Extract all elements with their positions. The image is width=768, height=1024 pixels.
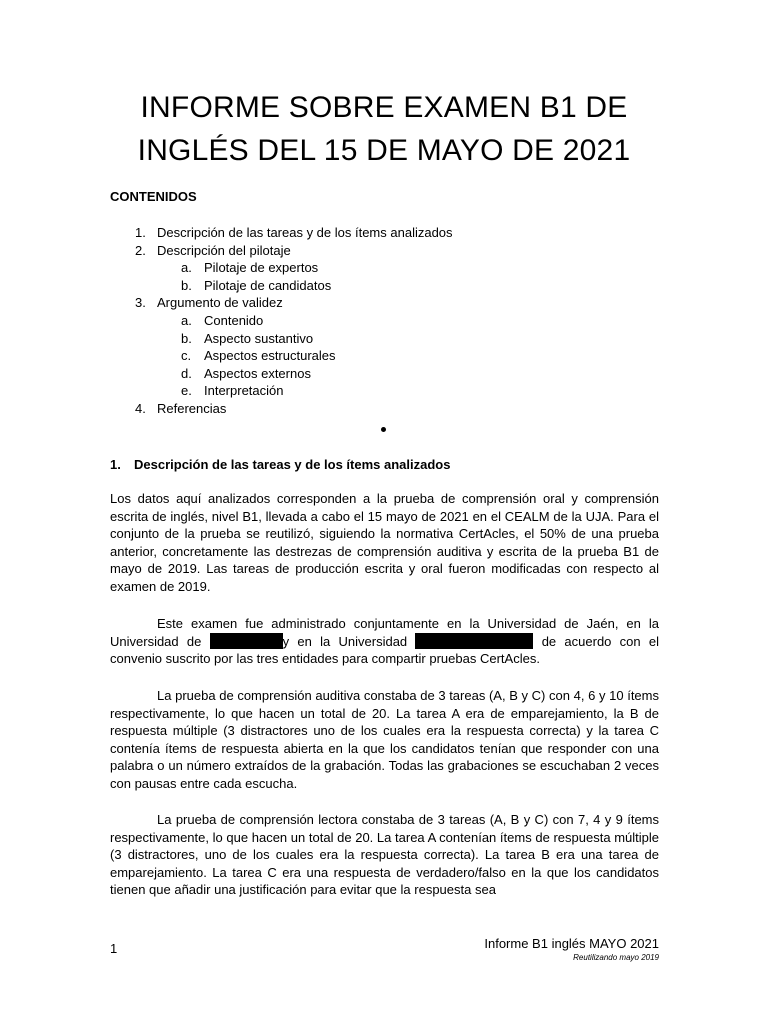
section-title: Descripción de las tareas y de los ítems analizados (134, 457, 451, 472)
paragraph-3: La prueba de comprensión auditiva constaba de 3 tareas (A, B y C) con 4, 6 y 10 ítems respectivamente, lo que hacen un total de 20. La tarea A era de emparejamiento, la B de respuesta múltiple (3 distractores uno de los cuales era la respuesta correcta) y la tarea C contenía ítems de respuesta abierta en la que los candidatos tenían que responder con una palabra o un número extraídos de la grabación. Todas las grabaciones se escuchaban 2 veces con pausas entre cada escucha. (110, 688, 659, 791)
paragraph-2 (110, 615, 659, 668)
toc-subitem-letter: d. (181, 365, 192, 381)
toc-subitem-text: Aspecto sustantivo (204, 330, 314, 346)
toc-subitem-letter: b. (181, 330, 192, 346)
paragraph-2-part-2: y en la Universidad (282, 633, 416, 649)
footer-title: Informe B1 inglés MAYO 2021 (484, 936, 659, 951)
toc-subitem-text: Aspectos estructurales (204, 348, 336, 364)
toc-item (0, 294, 768, 312)
bullet-point (381, 427, 386, 432)
toc-item (0, 400, 768, 418)
toc-subitem-text: Contenido (204, 312, 264, 328)
redaction-block (210, 633, 283, 649)
footer-subtitle: Reutilizando mayo 2019 (573, 953, 659, 962)
toc-subitem (0, 347, 768, 365)
toc-subitem-text: Aspectos externos (204, 365, 311, 381)
toc-item-text: Descripción del pilotaje (157, 242, 291, 258)
title-line-1: INFORME SOBRE EXAMEN B1 DE (140, 91, 628, 124)
title-line-2: INGLÉS DEL 15 DE MAYO DE 2021 (137, 134, 631, 167)
paragraph-1: Los datos aquí analizados corresponden a la prueba de comprensión oral y comprensión escrita de inglés, nivel B1, llevada a cabo el 15 mayo de 2021 en el CEALM de la UJA. Para el conjunto de la prueba se reutilizó, siguiendo la normativa CertAcles, el 50% de una prueba anterior, concretamente las destrezas de comprensión auditiva y escrita de la prueba B1 de mayo de 2019. Las tareas de producción escrita y oral fueron modificadas con respecto al examen de 2019. (110, 491, 659, 594)
toc-subitem-letter: a. (181, 260, 192, 276)
toc-item-text: Descripción de las tareas y de los ítems analizados (157, 225, 453, 240)
toc-item-number: 1. (135, 225, 146, 240)
section-heading (110, 457, 450, 472)
toc-item-text: Referencias (157, 400, 227, 416)
toc-item-text: Argumento de validez (157, 295, 283, 311)
toc-item (0, 242, 768, 260)
document-title (0, 86, 768, 172)
toc-subitem (0, 382, 768, 400)
toc-subitem (0, 312, 768, 330)
redaction-block (415, 633, 533, 649)
toc-subitem-text: Interpretación (204, 383, 284, 399)
section-number: 1. (110, 457, 121, 472)
toc-subitem (0, 330, 768, 348)
page-number: 1 (110, 941, 118, 956)
toc-subitem-letter: c. (181, 348, 192, 364)
toc-subitem (0, 277, 768, 295)
contents-heading: CONTENIDOS (110, 189, 197, 204)
toc-subitem (0, 259, 768, 277)
toc-subitem-letter: a. (181, 312, 192, 328)
paragraph-2-part-3: de acuerdo con el convenio suscrito por las tres entidades para compartir pruebas CertAcles. (110, 633, 660, 667)
toc-subitem-letter: b. (181, 277, 192, 293)
toc-subitem-text: Pilotaje de candidatos (204, 277, 332, 293)
toc-item-number: 4. (135, 400, 146, 416)
toc-subitem-letter: e. (181, 383, 192, 399)
paragraph-4: La prueba de comprensión lectora constaba de 3 tareas (A, B y C) con 7, 4 y 9 ítems respectivamente, lo que hacen un total de 20. La tarea A contenían ítems de respuesta múltiple (3 distractores, uno de los cuales era la respuesta correcta). La tarea B era una tarea de emparejamiento. La tarea C era una respuesta de verdadero/falso en la que los candidatos tienen que añadir una justificación para evitar que la respuesta sea (110, 812, 659, 898)
table-of-contents (0, 224, 768, 418)
toc-item (0, 224, 768, 242)
toc-subitem-text: Pilotaje de expertos (204, 260, 319, 276)
toc-item-number: 2. (135, 242, 146, 258)
toc-item-number: 3. (135, 295, 146, 311)
paragraph-2-part-1: Este examen fue administrado conjuntamente en la Universidad de Jaén, en la Universidad de (110, 616, 659, 649)
toc-subitem (0, 365, 768, 383)
